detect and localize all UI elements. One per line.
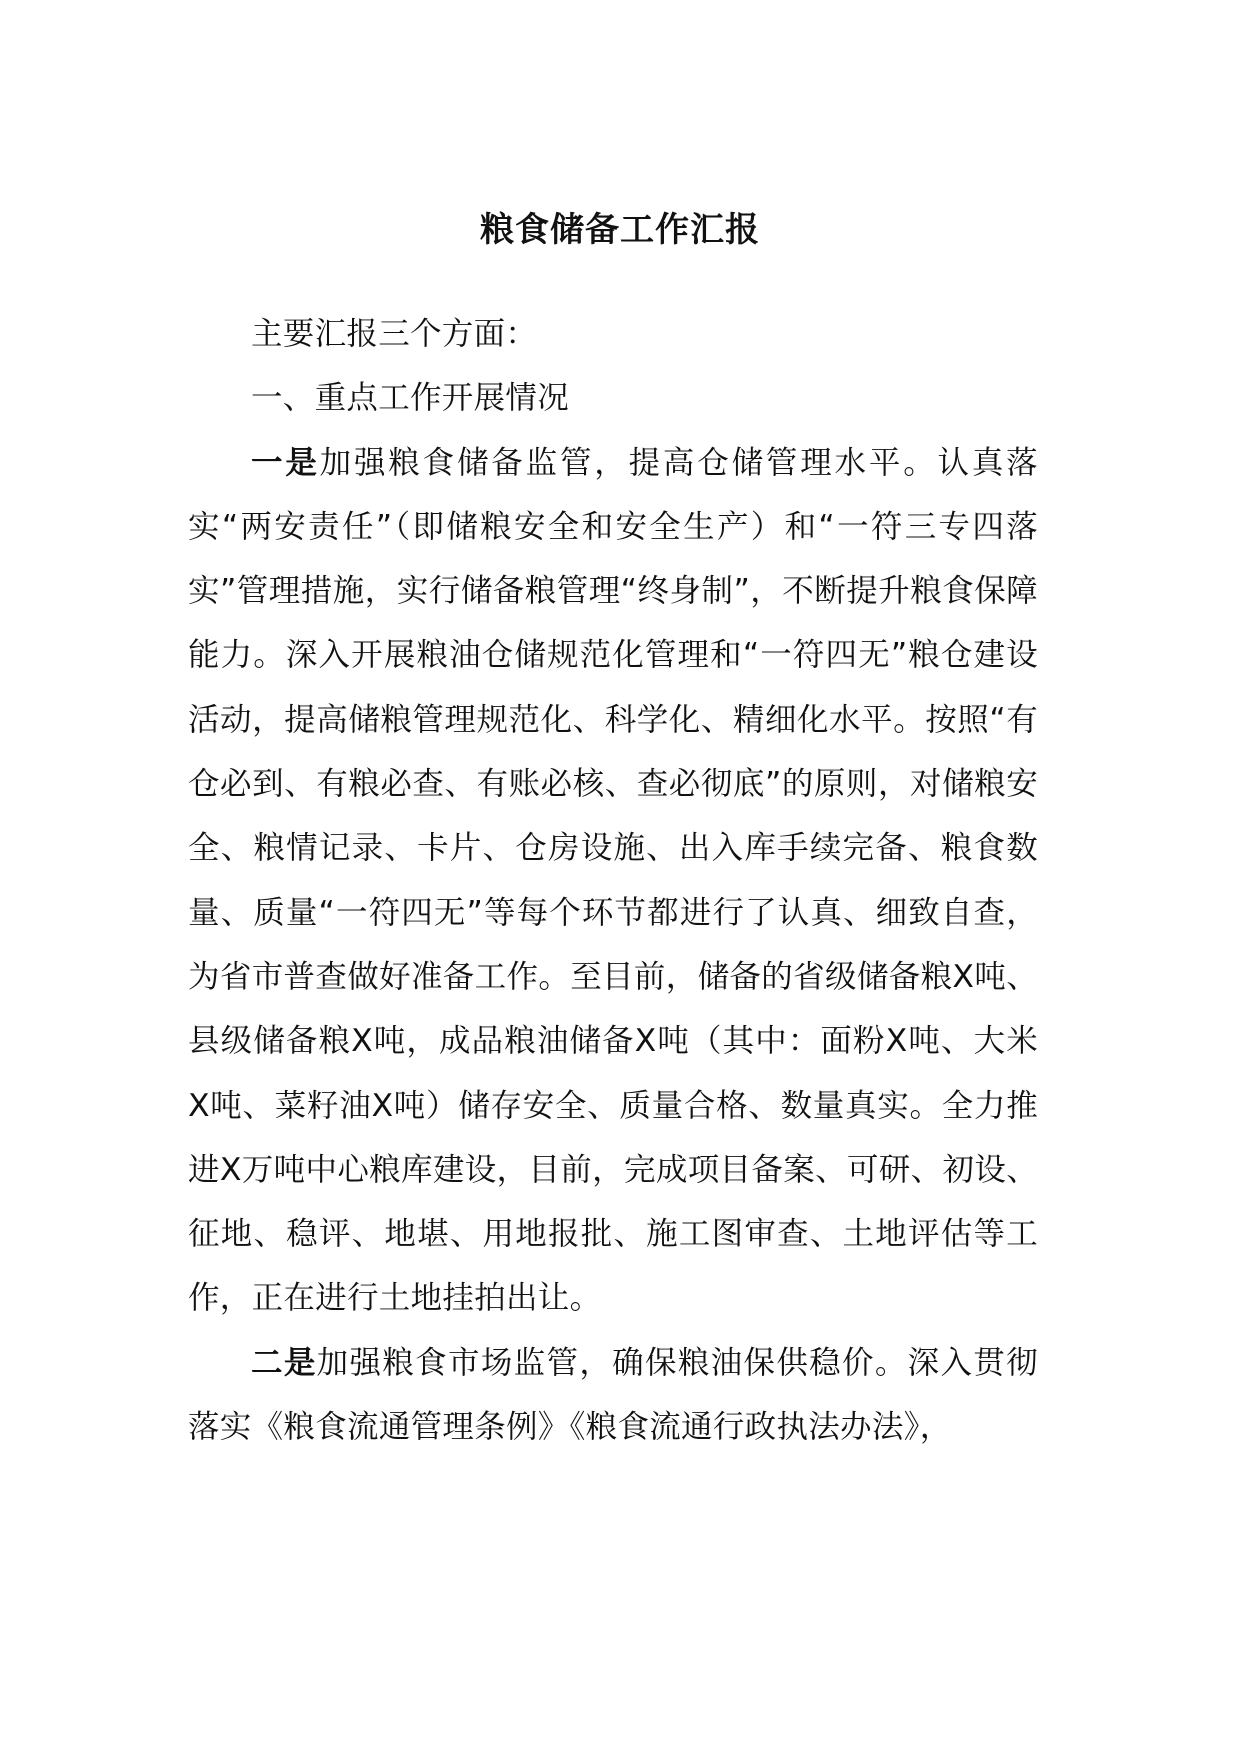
paragraph-2-text: 加强粮食市场监管，确保粮油保供稳价。深入贯彻落实《粮食流通管理条例》《粮食流通行政执法办法》， — [188, 1344, 1038, 1446]
paragraph-2 — [188, 1331, 1038, 1460]
document-body — [188, 302, 1038, 1459]
paragraph-1 — [188, 431, 1038, 1331]
section-heading: 一、重点工作开展情况 — [251, 380, 570, 417]
intro-paragraph: 主要汇报三个方面： — [251, 316, 538, 352]
paragraph-1-lead: 一是 — [251, 444, 320, 481]
document-title: 粮食储备工作汇报 — [480, 210, 760, 250]
paragraph-2-lead: 二是 — [251, 1344, 317, 1381]
paragraph-1-text: 加强粮食储备监管，提高仓储管理水平。认真落实“两安责任”（即储粮安全和安全生产）和“一符三专四落实”管理措施，实行储备粮管理“终身制”，不断提升粮食保障能力。深入开展粮油仓储规范化管理和“一符四无”粮仓建设活动，提高储粮管理规范化、科学化、精细化水平。按照“有仓必到、有粮必查、有账必核、查必彻底”的原则，对储粮安全、粮情记录、卡片、仓房设施、出入库手续完备、粮食数量、质量“一符四无”等每个环节都进行了认真、细致自查，为省市普查做好准备工作。至目前，储备的省级储备粮X吨、县级储备粮X吨，成品粮油储备X吨（其中：面粉X吨、大米X吨、菜籽油X吨）储存安全、质量合格、数量真实。全力推进X万吨中心粮库建设，目前，完成项目备案、可研、初设、征地、稳评、地堪、用地报批、施工图审查、土地评估等工作，正在进行土地挂拍出让。 — [188, 444, 1038, 1317]
